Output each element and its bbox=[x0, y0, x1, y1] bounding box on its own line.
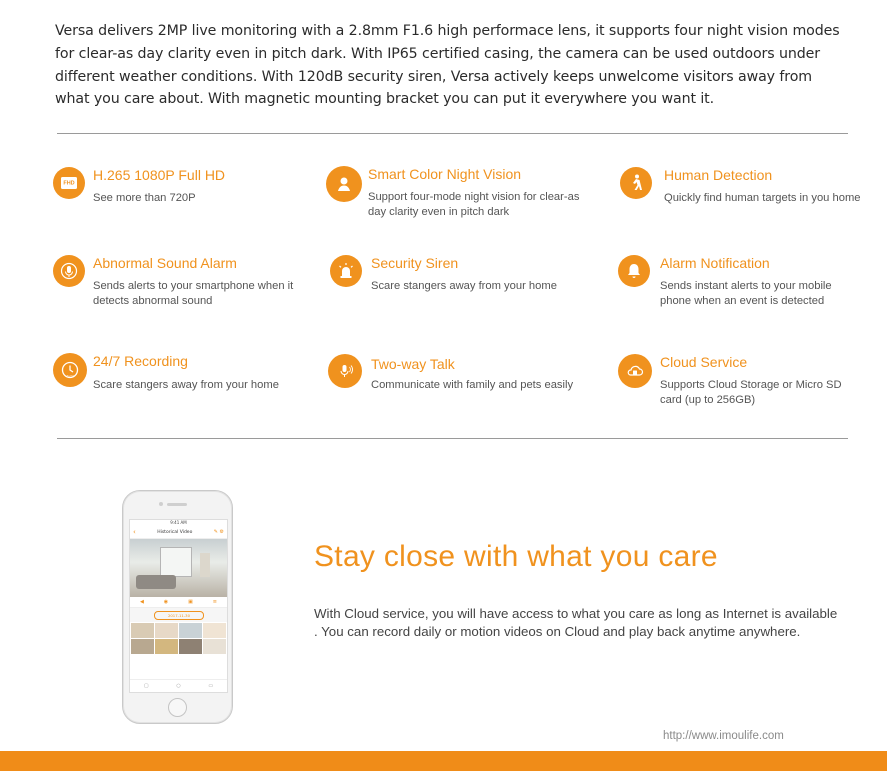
feature-title: Smart Color Night Vision bbox=[368, 166, 522, 182]
feature-description: Communicate with family and pets easily bbox=[371, 379, 574, 391]
snapshot-icon: ◉ bbox=[163, 599, 169, 605]
feature-title: Cloud Service bbox=[660, 354, 748, 370]
intro-paragraph: Versa delivers 2MP live monitoring with a 2.8mm F1.6 high performace lens, it supports four night vision modes for clear-as day clarity even in pitch dark. With IP65 certified casing, the camera can be used outdoors under different weather conditions. With 120dB security siren, Versa actively keeps unwelcome visitors away from what you care about. With magnetic mounting bracket you can put it everywhere you want it. bbox=[55, 23, 840, 108]
phone-mockup bbox=[122, 490, 233, 724]
divider-top bbox=[57, 133, 848, 134]
person-walking-icon bbox=[620, 167, 652, 199]
fhd-icon bbox=[53, 167, 85, 199]
phone-camera bbox=[159, 502, 163, 506]
app-header bbox=[130, 526, 227, 539]
thumbnail bbox=[155, 639, 178, 654]
two-way-talk-icon bbox=[328, 354, 362, 388]
feature-description: See more than 720P bbox=[93, 192, 196, 204]
feature-title: H.265 1080P Full HD bbox=[93, 167, 226, 183]
section-headline: Stay close with what you care bbox=[314, 540, 718, 573]
app-tab-bar bbox=[130, 679, 227, 692]
clock-icon bbox=[53, 353, 87, 387]
feature-description: Sends instant alerts to your mobile phone when an event is detected bbox=[660, 280, 832, 307]
feature-description: Supports Cloud Storage or Micro SD card (up to 256GB) bbox=[660, 379, 842, 406]
video-lamp-shape bbox=[200, 553, 210, 577]
cloud-icon bbox=[618, 354, 652, 388]
phone-speaker bbox=[167, 503, 187, 506]
thumbnail bbox=[203, 623, 226, 638]
feature-description: Sends alerts to your smartphone when it detects abnormal sound bbox=[93, 280, 294, 307]
video-preview bbox=[130, 539, 227, 597]
back-icon: ‹ bbox=[133, 528, 136, 536]
feature-title: 24/7 Recording bbox=[93, 353, 188, 369]
footer-bar bbox=[0, 751, 887, 771]
feature-description: Scare stangers away from your home bbox=[93, 379, 279, 391]
feature-title: Abnormal Sound Alarm bbox=[93, 255, 237, 271]
video-thumbnails bbox=[130, 622, 227, 655]
section-body: With Cloud service, you will have access to what you care as long as Internet is available . You can record daily or motion videos on Cloud and play back anytime anywhere. bbox=[314, 606, 838, 639]
thumbnail bbox=[203, 639, 226, 654]
video-window-shape bbox=[160, 547, 192, 577]
app-screen-title: Historical Video bbox=[157, 529, 193, 535]
prev-icon: ◀ bbox=[139, 599, 144, 605]
feature-title: Alarm Notification bbox=[660, 255, 770, 271]
thumbnail bbox=[179, 639, 202, 654]
menu-icon: ≡ bbox=[212, 599, 217, 605]
feature-description: Support four-mode night vision for clear-as day clarity even in pitch dark bbox=[368, 191, 580, 218]
video-sofa-shape bbox=[136, 575, 176, 589]
feature-title: Security Siren bbox=[371, 255, 459, 271]
camera-tab-icon: ▢ bbox=[143, 683, 149, 689]
record-icon: ▣ bbox=[188, 599, 193, 605]
timeline-bar bbox=[130, 608, 227, 622]
night-vision-icon bbox=[326, 166, 362, 202]
feature-description: Scare stangers away from your home bbox=[371, 280, 557, 292]
feature-title: Human Detection bbox=[664, 167, 773, 183]
siren-icon bbox=[330, 255, 362, 287]
feature-title: Two-way Talk bbox=[371, 356, 455, 372]
cloud-tab-icon: ○ bbox=[176, 683, 181, 689]
phone-status-bar: 9:41 AM bbox=[170, 520, 187, 525]
phone-home-button bbox=[168, 698, 187, 717]
feature-description: Quickly find human targets in you home bbox=[664, 192, 861, 204]
phone-screen bbox=[129, 519, 228, 693]
website-link[interactable]: http://www.imoulife.com bbox=[663, 730, 784, 742]
thumbnail bbox=[131, 623, 154, 638]
video-tab-icon: ▭ bbox=[208, 683, 214, 689]
svg-text:7×24: 7×24 bbox=[66, 374, 74, 379]
svg-text:FHD: FHD bbox=[63, 180, 75, 187]
thumbnail bbox=[179, 623, 202, 638]
date-pill: 2017-11-30 bbox=[154, 611, 204, 620]
thumbnail bbox=[155, 623, 178, 638]
bell-icon bbox=[618, 255, 650, 287]
thumbnail bbox=[131, 639, 154, 654]
share-settings-icon: ✎ ⚙ bbox=[213, 529, 224, 535]
microphone-sound-icon bbox=[53, 255, 85, 287]
playback-controls bbox=[130, 597, 227, 608]
divider-bottom bbox=[57, 438, 848, 439]
